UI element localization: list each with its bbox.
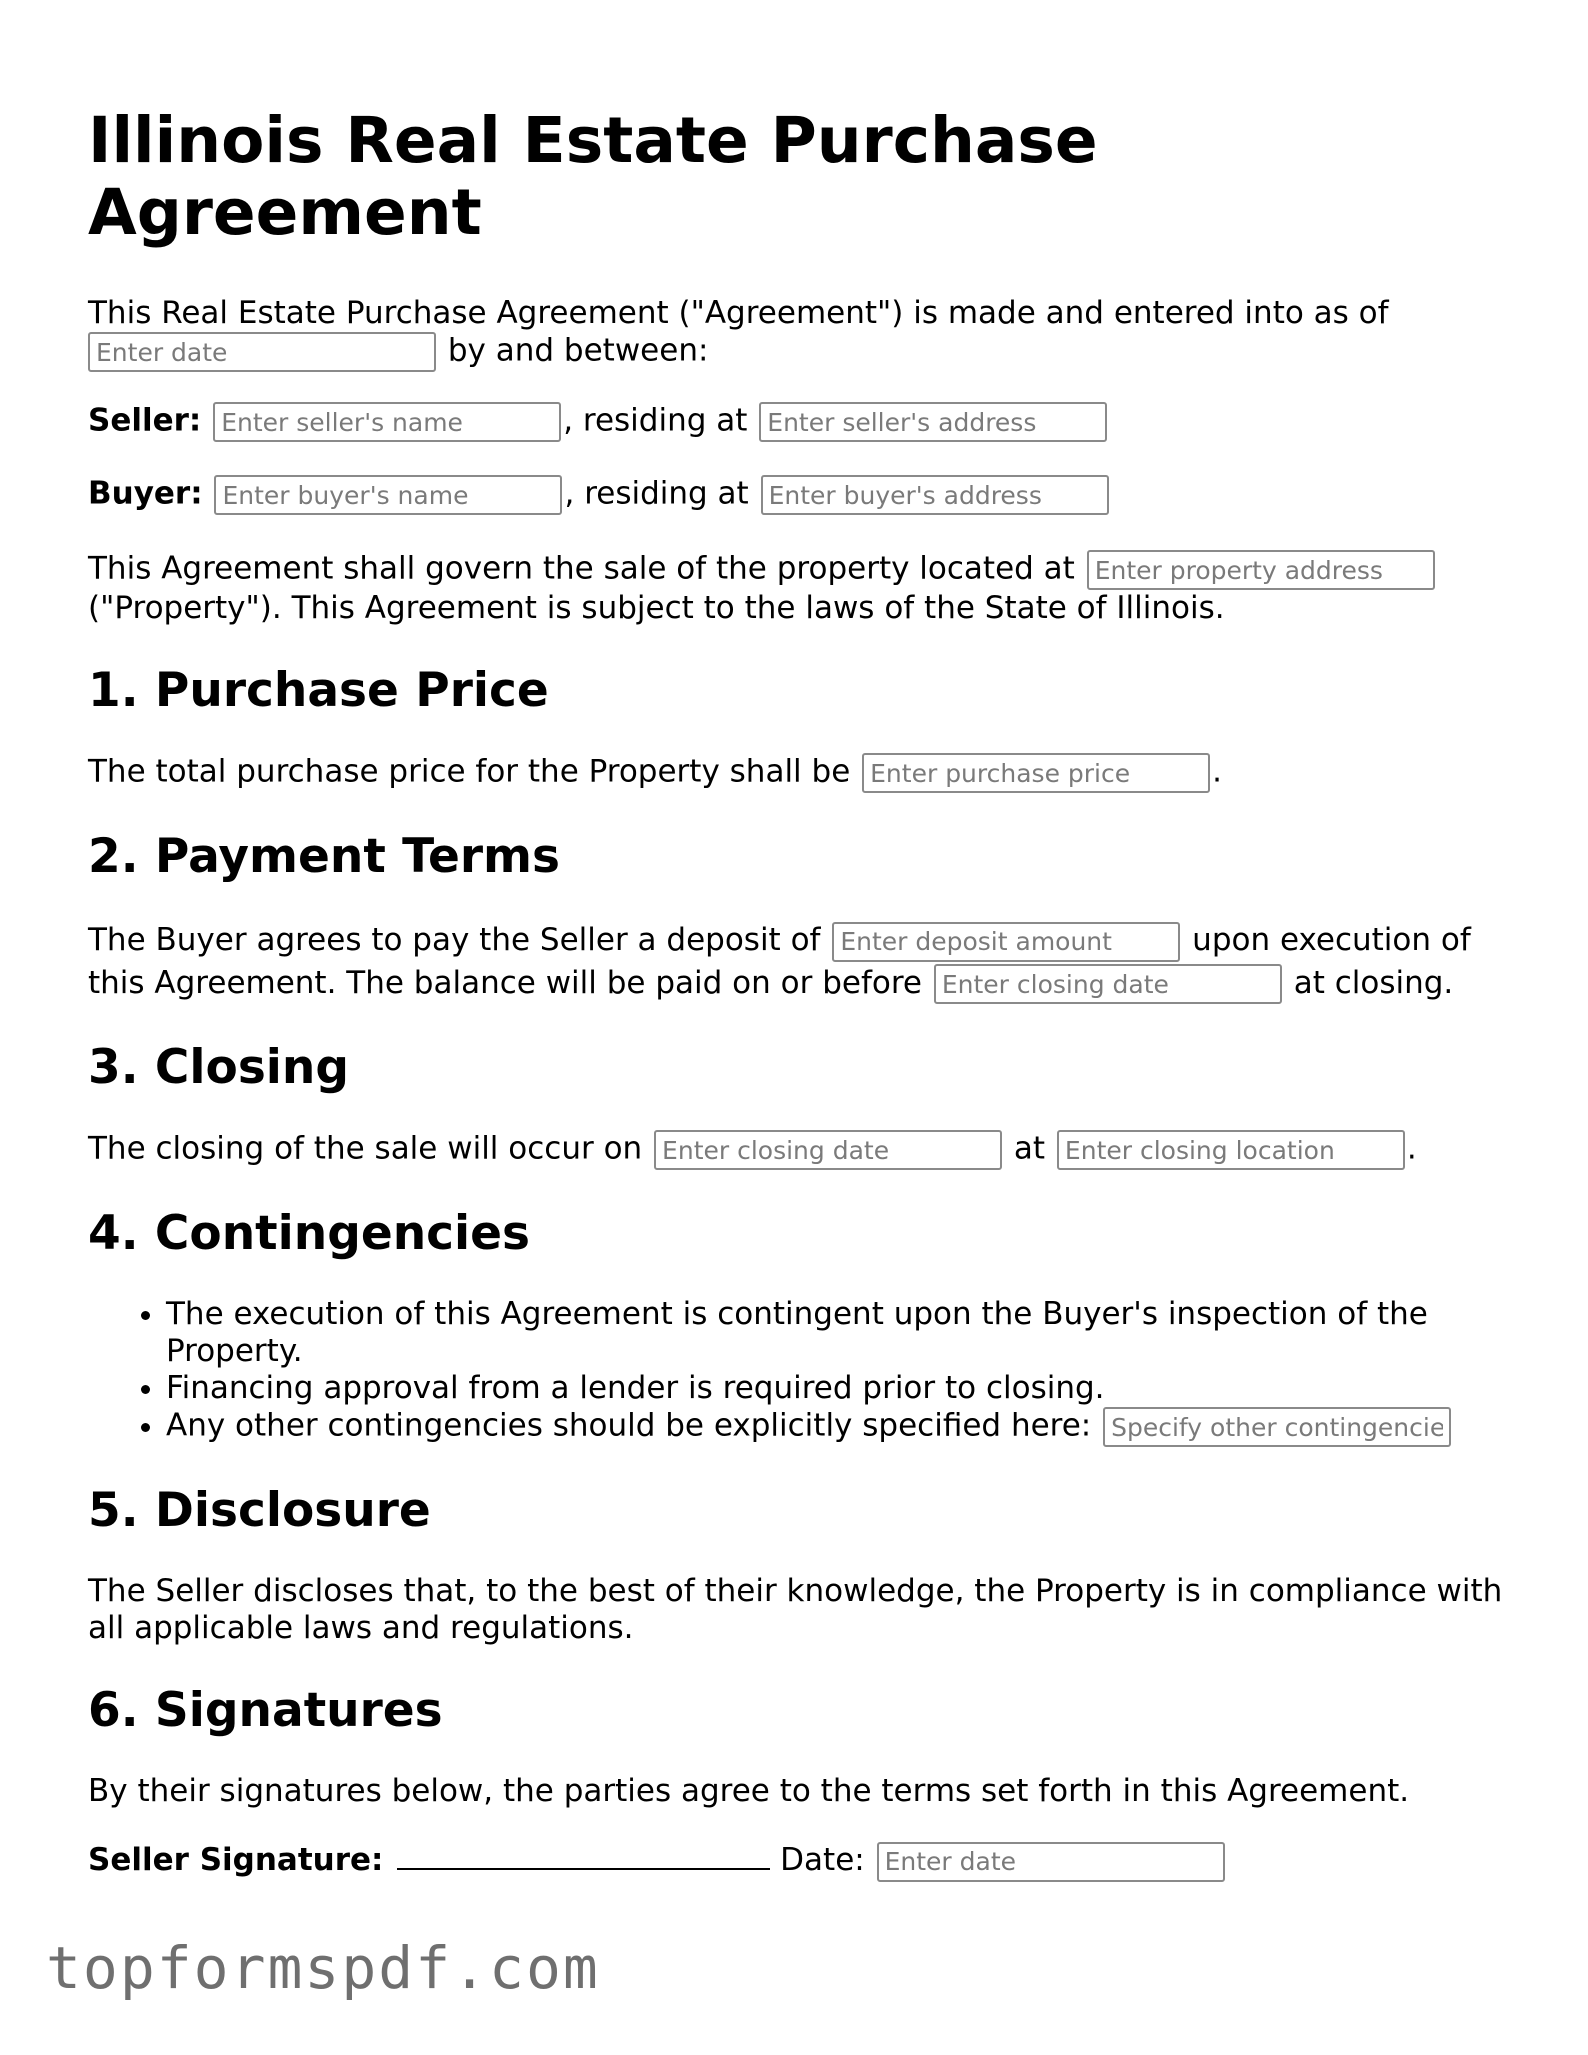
seller-signature-line [88, 1838, 1518, 1882]
signature-date-label: Date: [780, 1842, 865, 1878]
page-title: Illinois Real Estate Purchase Agreement [88, 104, 1098, 249]
section-heading-closing: 3. Closing [88, 1040, 350, 1095]
section-heading-purchase-price: 1. Purchase Price [88, 663, 549, 718]
section-heading-contingencies: 4. Contingencies [88, 1206, 531, 1261]
intro-text-after: by and between: [447, 332, 709, 369]
other-contingencies-text: Any other contingencies should be explicitly specified here: [166, 1407, 1092, 1444]
purchase-price-input[interactable] [862, 753, 1210, 793]
section-heading-disclosure: 5. Disclosure [88, 1483, 431, 1538]
seller-line [88, 402, 1518, 442]
agreement-document [88, 105, 1518, 1882]
list-item [166, 1407, 1518, 1447]
agreement-date-input[interactable] [88, 332, 436, 372]
buyer-name-input[interactable] [214, 475, 562, 515]
section-heading-signatures: 6. Signatures [88, 1683, 443, 1738]
purchase-price-period: . [1212, 753, 1222, 790]
closing-period: . [1406, 1130, 1417, 1167]
property-paragraph [88, 550, 1518, 627]
seller-name-input[interactable] [213, 402, 561, 442]
closing-text-middle: at [1013, 1130, 1046, 1167]
section-heading-payment-terms: 2. Payment Terms [88, 829, 560, 884]
other-contingencies-input[interactable] [1103, 1407, 1451, 1447]
contingencies-list [88, 1296, 1518, 1447]
payment-terms-text-after: at closing. [1293, 964, 1454, 1001]
list-item: • Financing approval from a lender is required prior to closing. [166, 1370, 1518, 1407]
property-text: This Agreement shall govern the sale of the property located at [88, 550, 1075, 587]
list-item: • The execution of this Agreement is contingent upon the Buyer's inspection of the Property. [166, 1296, 1518, 1370]
property-text-after: ("Property"). This Agreement is subject to the laws of the State of Illinois. [88, 590, 1225, 626]
closing-paragraph [88, 1130, 1518, 1170]
property-address-input[interactable] [1087, 550, 1435, 590]
buyer-address-input[interactable] [761, 475, 1109, 515]
purchase-price-paragraph [88, 753, 1518, 793]
purchase-price-text: The total purchase price for the Property shall be [88, 753, 851, 790]
closing-date-input[interactable] [654, 1130, 1002, 1170]
payment-terms-text: The Buyer agrees to pay the Seller a deposit of [88, 922, 821, 958]
buyer-line [88, 475, 1518, 515]
intro-text: This Real Estate Purchase Agreement ("Agreement") is made and entered into as of [88, 295, 1389, 331]
intro-paragraph [88, 295, 1518, 372]
payment-terms-text-middle: upon execution of this Agreement. The balance will be paid on or before [88, 922, 1471, 1001]
seller-signature-label: Seller Signature: [88, 1842, 384, 1878]
buyer-label: Buyer: [88, 475, 203, 512]
seller-address-input[interactable] [759, 402, 1107, 442]
payment-terms-paragraph [88, 919, 1518, 1004]
watermark: topformspdf.com [46, 1934, 600, 2002]
disclosure-paragraph: The Seller discloses that, to the best of their knowledge, the Property is in compliance with all applicable laws and regulations. [88, 1573, 1503, 1646]
seller-label: Seller: [88, 402, 202, 439]
balance-closing-date-input[interactable] [934, 964, 1282, 1004]
seller-signature-field[interactable] [397, 1838, 770, 1870]
closing-text: The closing of the sale will occur on [88, 1130, 643, 1167]
signatures-paragraph: By their signatures below, the parties agree to the terms set forth in this Agreement. [88, 1773, 1410, 1809]
deposit-amount-input[interactable] [832, 922, 1180, 962]
signature-date-input[interactable] [877, 1842, 1225, 1882]
buyer-residing-text: , residing at [564, 475, 749, 512]
closing-location-input[interactable] [1057, 1130, 1405, 1170]
seller-residing-text: , residing at [563, 402, 748, 439]
